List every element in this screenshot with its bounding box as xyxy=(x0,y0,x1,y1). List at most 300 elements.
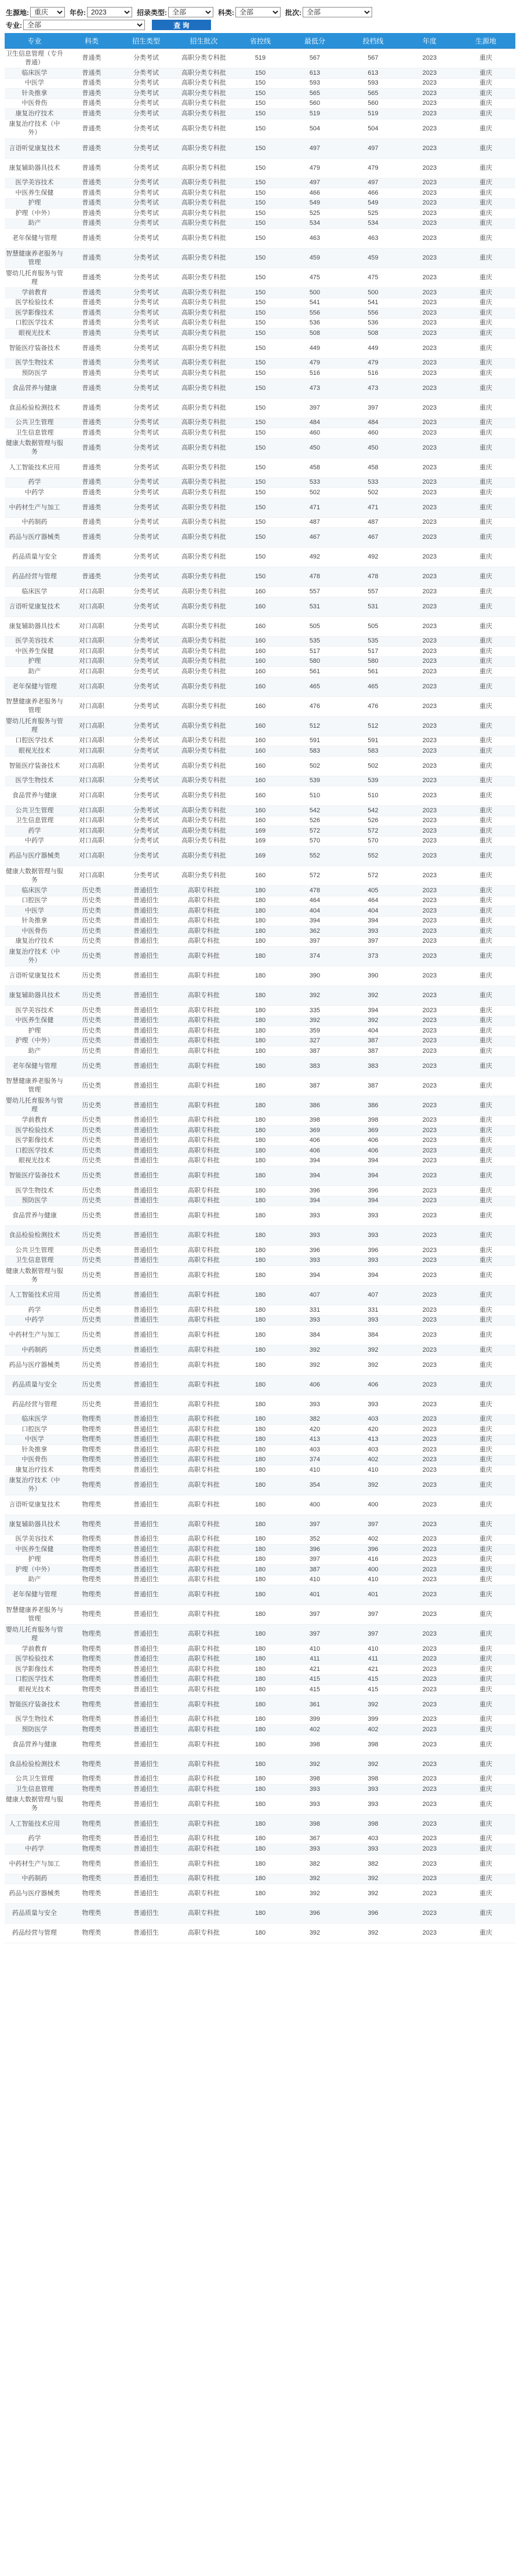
cell-type: 普通招生 xyxy=(119,1695,173,1714)
source-select[interactable] xyxy=(30,7,65,17)
cell-min-score: 497 xyxy=(286,138,343,158)
table-row xyxy=(5,1475,515,1495)
cell-year: 2023 xyxy=(403,1475,456,1495)
cell-major: 婴幼儿托育服务与管理 xyxy=(5,1096,64,1115)
cell-major: 康复辅助器具技术 xyxy=(5,986,64,1006)
table-row xyxy=(5,98,515,109)
cell-min-score: 398 xyxy=(286,1774,343,1785)
cell-origin: 重庆 xyxy=(456,1196,515,1206)
cell-origin: 重庆 xyxy=(456,178,515,188)
cell-origin: 重庆 xyxy=(456,836,515,846)
query-button[interactable]: 查 询 xyxy=(152,20,211,30)
major-select[interactable] xyxy=(23,20,145,30)
cell-subject: 历史类 xyxy=(64,906,119,917)
cell-control-line: 180 xyxy=(234,1414,286,1425)
cell-origin: 重庆 xyxy=(456,656,515,667)
cell-type: 普通招生 xyxy=(119,1355,173,1375)
cell-batch: 高职专科批 xyxy=(173,1186,234,1196)
cell-type: 普通招生 xyxy=(119,1186,173,1196)
cell-year: 2023 xyxy=(403,1395,456,1414)
cell-control-line: 150 xyxy=(234,158,286,178)
cell-origin: 重庆 xyxy=(456,1056,515,1076)
cell-origin: 重庆 xyxy=(456,517,515,528)
cell-major: 眼视光技术 xyxy=(5,746,64,757)
cell-type: 分类考试 xyxy=(119,587,173,597)
cell-control-line: 180 xyxy=(234,1435,286,1445)
subject-select[interactable] xyxy=(235,7,281,17)
cell-admission-line: 416 xyxy=(343,1555,403,1565)
cell-min-score: 394 xyxy=(286,1266,343,1286)
cell-control-line: 180 xyxy=(234,1465,286,1476)
cell-major: 卫生信息管理 xyxy=(5,816,64,826)
cell-subject: 历史类 xyxy=(64,926,119,937)
cell-major: 眼视光技术 xyxy=(5,329,64,339)
cell-min-score: 519 xyxy=(286,109,343,119)
cell-batch: 高职分类专科批 xyxy=(173,677,234,696)
table-row xyxy=(5,1735,515,1754)
cell-origin: 重庆 xyxy=(456,1266,515,1286)
cell-min-score: 458 xyxy=(286,458,343,477)
cell-min-score: 354 xyxy=(286,1475,343,1495)
cell-subject: 普通类 xyxy=(64,209,119,219)
cell-type: 普通招生 xyxy=(119,1156,173,1166)
cell-major: 药品经营与管理 xyxy=(5,567,64,587)
cell-major: 公共卫生管理 xyxy=(5,1246,64,1256)
cell-min-score: 369 xyxy=(286,1126,343,1136)
cell-year: 2023 xyxy=(403,398,456,418)
cell-control-line: 180 xyxy=(234,1814,286,1834)
cell-min-score: 392 xyxy=(286,986,343,1006)
cell-control-line: 150 xyxy=(234,98,286,109)
table-row xyxy=(5,1266,515,1286)
cell-origin: 重庆 xyxy=(456,1166,515,1186)
cell-subject: 物理类 xyxy=(64,1714,119,1725)
cell-subject: 历史类 xyxy=(64,1115,119,1126)
cell-type: 分类考试 xyxy=(119,178,173,188)
cell-subject: 对口高职 xyxy=(64,826,119,837)
cell-year: 2023 xyxy=(403,528,456,548)
cell-subject: 对口高职 xyxy=(64,756,119,776)
table-row xyxy=(5,1056,515,1076)
cell-type: 普通招生 xyxy=(119,926,173,937)
cell-batch: 高职专科批 xyxy=(173,906,234,917)
cell-year: 2023 xyxy=(403,1425,456,1435)
cell-type: 普通招生 xyxy=(119,1814,173,1834)
cell-control-line: 180 xyxy=(234,1625,286,1644)
cell-year: 2023 xyxy=(403,776,456,786)
cell-origin: 重庆 xyxy=(456,1515,515,1534)
cell-control-line: 180 xyxy=(234,1654,286,1665)
cell-admission-line: 593 xyxy=(343,78,403,89)
cell-subject: 历史类 xyxy=(64,1206,119,1226)
cell-year: 2023 xyxy=(403,916,456,926)
cell-admission-line: 525 xyxy=(343,209,403,219)
cell-major: 中药学 xyxy=(5,1315,64,1326)
cell-min-score: 382 xyxy=(286,1854,343,1874)
cell-control-line: 180 xyxy=(234,1565,286,1575)
cell-min-score: 396 xyxy=(286,1545,343,1555)
cell-origin: 重庆 xyxy=(456,1115,515,1126)
cell-batch: 高职专科批 xyxy=(173,1644,234,1655)
cell-type: 普通招生 xyxy=(119,1834,173,1844)
cell-type: 普通招生 xyxy=(119,1924,173,1943)
cell-batch: 高职专科批 xyxy=(173,1545,234,1555)
cell-year: 2023 xyxy=(403,1545,456,1555)
cell-major: 助产 xyxy=(5,667,64,677)
cell-year: 2023 xyxy=(403,209,456,219)
cell-subject: 物理类 xyxy=(64,1814,119,1834)
table-row xyxy=(5,548,515,567)
cell-control-line: 180 xyxy=(234,1156,286,1166)
cell-subject: 历史类 xyxy=(64,1126,119,1136)
cell-admission-line: 460 xyxy=(343,428,403,439)
cell-major: 针灸推拿 xyxy=(5,916,64,926)
cell-subject: 历史类 xyxy=(64,1146,119,1156)
cell-type: 普通招生 xyxy=(119,1375,173,1395)
score-table xyxy=(5,33,515,1943)
table-row xyxy=(5,477,515,488)
table-row xyxy=(5,1345,515,1356)
cell-major: 医学影像技术 xyxy=(5,1136,64,1146)
cell-origin: 重庆 xyxy=(456,318,515,329)
cell-origin: 重庆 xyxy=(456,1465,515,1476)
cell-admission-line: 397 xyxy=(343,1605,403,1625)
batch-select[interactable] xyxy=(303,7,372,17)
cell-control-line: 150 xyxy=(234,329,286,339)
cell-min-score: 397 xyxy=(286,1605,343,1625)
cell-origin: 重庆 xyxy=(456,528,515,548)
cell-origin: 重庆 xyxy=(456,1006,515,1016)
cell-type: 普通招生 xyxy=(119,936,173,947)
cell-major: 药品经营与管理 xyxy=(5,1924,64,1943)
cell-batch: 高职专科批 xyxy=(173,1455,234,1465)
cell-type: 分类考试 xyxy=(119,188,173,199)
cell-major: 中医骨伤 xyxy=(5,1455,64,1465)
cell-subject: 历史类 xyxy=(64,1315,119,1326)
cell-batch: 高职分类专科批 xyxy=(173,517,234,528)
cell-admission-line: 570 xyxy=(343,836,403,846)
cell-batch: 高职分类专科批 xyxy=(173,736,234,746)
cell-major: 药学 xyxy=(5,1305,64,1316)
table-row xyxy=(5,378,515,398)
cell-control-line: 180 xyxy=(234,1605,286,1625)
cell-batch: 高职专科批 xyxy=(173,1136,234,1146)
table-row xyxy=(5,906,515,917)
cell-min-score: 535 xyxy=(286,636,343,647)
table-row xyxy=(5,1395,515,1414)
table-row xyxy=(5,1725,515,1735)
cell-subject: 物理类 xyxy=(64,1625,119,1644)
cell-min-score: 536 xyxy=(286,318,343,329)
cell-min-score: 565 xyxy=(286,89,343,99)
cell-control-line: 150 xyxy=(234,119,286,138)
cell-batch: 高职专科批 xyxy=(173,1156,234,1166)
cell-origin: 重庆 xyxy=(456,119,515,138)
header-subject: 科类 xyxy=(64,33,119,49)
table-row xyxy=(5,1076,515,1096)
cell-subject: 普通类 xyxy=(64,178,119,188)
cell-admission-line: 387 xyxy=(343,1076,403,1096)
cell-type: 分类考试 xyxy=(119,498,173,517)
cell-control-line: 180 xyxy=(234,1725,286,1735)
cell-admission-line: 484 xyxy=(343,418,403,428)
cell-subject: 物理类 xyxy=(64,1455,119,1465)
cell-subject: 历史类 xyxy=(64,1026,119,1037)
cell-major: 康复治疗技术 xyxy=(5,109,64,119)
cell-subject: 物理类 xyxy=(64,1605,119,1625)
cell-batch: 高职专科批 xyxy=(173,1735,234,1754)
cell-min-score: 534 xyxy=(286,218,343,229)
type-label: 招录类型: xyxy=(137,8,167,17)
cell-control-line: 150 xyxy=(234,68,286,79)
cell-major: 药学 xyxy=(5,1834,64,1844)
cell-year: 2023 xyxy=(403,1665,456,1675)
cell-batch: 高职专科批 xyxy=(173,1355,234,1375)
cell-batch: 高职专科批 xyxy=(173,1555,234,1565)
cell-major: 口腔医学技术 xyxy=(5,1146,64,1156)
cell-min-score: 392 xyxy=(286,1754,343,1774)
cell-origin: 重庆 xyxy=(456,886,515,896)
cell-batch: 高职分类专科批 xyxy=(173,567,234,587)
cell-admission-line: 541 xyxy=(343,298,403,308)
cell-min-score: 397 xyxy=(286,1625,343,1644)
cell-type: 分类考试 xyxy=(119,89,173,99)
cell-batch: 高职专科批 xyxy=(173,1016,234,1026)
cell-batch: 高职专科批 xyxy=(173,1056,234,1076)
cell-subject: 普通类 xyxy=(64,528,119,548)
cell-admission-line: 392 xyxy=(343,1924,403,1943)
table-body xyxy=(5,49,515,1943)
cell-admission-line: 394 xyxy=(343,1266,403,1286)
cell-control-line: 160 xyxy=(234,746,286,757)
cell-batch: 高职专科批 xyxy=(173,1814,234,1834)
cell-min-score: 387 xyxy=(286,1076,343,1096)
cell-batch: 高职分类专科批 xyxy=(173,806,234,816)
cell-major: 智能医疗装备技术 xyxy=(5,1695,64,1714)
cell-batch: 高职专科批 xyxy=(173,1226,234,1246)
cell-admission-line: 415 xyxy=(343,1685,403,1695)
cell-year: 2023 xyxy=(403,1096,456,1115)
cell-year: 2023 xyxy=(403,1674,456,1685)
cell-admission-line: 397 xyxy=(343,1625,403,1644)
cell-major: 中医养生保健 xyxy=(5,1016,64,1026)
cell-type: 普通招生 xyxy=(119,1685,173,1695)
cell-batch: 高职分类专科批 xyxy=(173,229,234,249)
cell-type: 普通招生 xyxy=(119,1854,173,1874)
cell-major: 眼视光技术 xyxy=(5,1685,64,1695)
type-select[interactable] xyxy=(168,7,213,17)
cell-subject: 物理类 xyxy=(64,1695,119,1714)
cell-type: 分类考试 xyxy=(119,517,173,528)
cell-control-line: 150 xyxy=(234,138,286,158)
cell-batch: 高职分类专科批 xyxy=(173,667,234,677)
cell-origin: 重庆 xyxy=(456,249,515,268)
cell-control-line: 519 xyxy=(234,49,286,68)
cell-control-line: 150 xyxy=(234,268,286,288)
cell-major: 婴幼儿托育服务与管理 xyxy=(5,1625,64,1644)
cell-major: 食品检验检测技术 xyxy=(5,1754,64,1774)
cell-admission-line: 394 xyxy=(343,1166,403,1186)
cell-type: 普通招生 xyxy=(119,1725,173,1735)
table-row xyxy=(5,119,515,138)
cell-min-score: 396 xyxy=(286,1904,343,1924)
cell-type: 普通招生 xyxy=(119,1665,173,1675)
cell-subject: 对口高职 xyxy=(64,866,119,886)
cell-admission-line: 406 xyxy=(343,1136,403,1146)
cell-major: 中医学 xyxy=(5,1435,64,1445)
cell-min-score: 580 xyxy=(286,656,343,667)
cell-origin: 重庆 xyxy=(456,1315,515,1326)
cell-admission-line: 572 xyxy=(343,866,403,886)
filter-row-1 xyxy=(6,6,515,19)
table-row xyxy=(5,1305,515,1316)
cell-control-line: 180 xyxy=(234,1714,286,1725)
cell-min-score: 374 xyxy=(286,947,343,966)
cell-min-score: 479 xyxy=(286,358,343,368)
cell-major: 食品检验检测技术 xyxy=(5,1226,64,1246)
cell-control-line: 150 xyxy=(234,109,286,119)
cell-year: 2023 xyxy=(403,1315,456,1326)
cell-origin: 重庆 xyxy=(456,1286,515,1305)
cell-control-line: 150 xyxy=(234,498,286,517)
cell-origin: 重庆 xyxy=(456,1844,515,1855)
cell-year: 2023 xyxy=(403,1435,456,1445)
cell-admission-line: 396 xyxy=(343,1545,403,1555)
cell-origin: 重庆 xyxy=(456,616,515,636)
cell-year: 2023 xyxy=(403,1305,456,1316)
cell-control-line: 180 xyxy=(234,936,286,947)
cell-major: 公共卫生管理 xyxy=(5,418,64,428)
cell-year: 2023 xyxy=(403,1844,456,1855)
cell-type: 普通招生 xyxy=(119,966,173,986)
cell-year: 2023 xyxy=(403,1854,456,1874)
cell-admission-line: 508 xyxy=(343,329,403,339)
cell-control-line: 160 xyxy=(234,597,286,616)
year-select[interactable] xyxy=(87,7,132,17)
cell-subject: 历史类 xyxy=(64,1395,119,1414)
cell-year: 2023 xyxy=(403,1874,456,1884)
cell-control-line: 180 xyxy=(234,1475,286,1495)
cell-year: 2023 xyxy=(403,1266,456,1286)
filter-row-2 xyxy=(6,19,515,31)
cell-origin: 重庆 xyxy=(456,1046,515,1057)
cell-major: 医学美容技术 xyxy=(5,1534,64,1545)
cell-origin: 重庆 xyxy=(456,1326,515,1345)
cell-batch: 高职专科批 xyxy=(173,1854,234,1874)
cell-subject: 物理类 xyxy=(64,1565,119,1575)
cell-control-line: 150 xyxy=(234,249,286,268)
cell-min-score: 512 xyxy=(286,716,343,736)
cell-admission-line: 397 xyxy=(343,936,403,947)
cell-year: 2023 xyxy=(403,249,456,268)
cell-type: 普通招生 xyxy=(119,1166,173,1186)
cell-type: 分类考试 xyxy=(119,318,173,329)
cell-admission-line: 392 xyxy=(343,1695,403,1714)
table-row xyxy=(5,846,515,866)
cell-type: 分类考试 xyxy=(119,488,173,498)
table-row xyxy=(5,1286,515,1305)
cell-major: 老年保健与管理 xyxy=(5,677,64,696)
cell-control-line: 180 xyxy=(234,1096,286,1115)
cell-origin: 重庆 xyxy=(456,1575,515,1585)
cell-year: 2023 xyxy=(403,49,456,68)
cell-type: 分类考试 xyxy=(119,428,173,439)
cell-origin: 重庆 xyxy=(456,846,515,866)
cell-subject: 物理类 xyxy=(64,1834,119,1844)
cell-admission-line: 535 xyxy=(343,636,403,647)
table-row xyxy=(5,49,515,68)
cell-min-score: 393 xyxy=(286,1315,343,1326)
cell-major: 药品质量与安全 xyxy=(5,1375,64,1395)
cell-subject: 物理类 xyxy=(64,1465,119,1476)
cell-control-line: 160 xyxy=(234,736,286,746)
cell-batch: 高职分类专科批 xyxy=(173,866,234,886)
cell-control-line: 180 xyxy=(234,1305,286,1316)
cell-batch: 高职专科批 xyxy=(173,1006,234,1016)
cell-admission-line: 387 xyxy=(343,1036,403,1046)
table-row xyxy=(5,1036,515,1046)
cell-major: 中医骨伤 xyxy=(5,926,64,937)
cell-subject: 历史类 xyxy=(64,1326,119,1345)
cell-origin: 重庆 xyxy=(456,567,515,587)
cell-admission-line: 561 xyxy=(343,667,403,677)
cell-origin: 重庆 xyxy=(456,896,515,906)
table-row xyxy=(5,826,515,837)
cell-type: 普通招生 xyxy=(119,1575,173,1585)
cell-subject: 普通类 xyxy=(64,268,119,288)
table-row xyxy=(5,528,515,548)
cell-major: 智慧健康养老服务与管理 xyxy=(5,1076,64,1096)
cell-control-line: 150 xyxy=(234,528,286,548)
cell-year: 2023 xyxy=(403,1754,456,1774)
cell-batch: 高职专科批 xyxy=(173,1654,234,1665)
cell-major: 康复治疗技术（中外） xyxy=(5,1475,64,1495)
cell-min-score: 401 xyxy=(286,1585,343,1605)
cell-min-score: 539 xyxy=(286,776,343,786)
cell-year: 2023 xyxy=(403,1286,456,1305)
cell-major: 老年保健与管理 xyxy=(5,229,64,249)
table-row xyxy=(5,1326,515,1345)
cell-subject: 物理类 xyxy=(64,1575,119,1585)
table-row xyxy=(5,1924,515,1943)
cell-admission-line: 393 xyxy=(343,1844,403,1855)
cell-admission-line: 500 xyxy=(343,288,403,298)
table-row xyxy=(5,209,515,219)
cell-origin: 重庆 xyxy=(456,209,515,219)
cell-type: 普通招生 xyxy=(119,1286,173,1305)
cell-origin: 重庆 xyxy=(456,1834,515,1844)
cell-subject: 物理类 xyxy=(64,1904,119,1924)
cell-major: 公共卫生管理 xyxy=(5,1774,64,1785)
table-row xyxy=(5,1814,515,1834)
cell-type: 普通招生 xyxy=(119,1315,173,1326)
table-row xyxy=(5,886,515,896)
cell-min-score: 331 xyxy=(286,1305,343,1316)
cell-subject: 物理类 xyxy=(64,1884,119,1904)
cell-control-line: 150 xyxy=(234,308,286,319)
table-row xyxy=(5,218,515,229)
cell-batch: 高职专科批 xyxy=(173,1534,234,1545)
cell-admission-line: 404 xyxy=(343,1026,403,1037)
cell-year: 2023 xyxy=(403,1534,456,1545)
cell-major: 中药制药 xyxy=(5,1874,64,1884)
cell-min-score: 393 xyxy=(286,1794,343,1814)
cell-subject: 物理类 xyxy=(64,1644,119,1655)
cell-type: 分类考试 xyxy=(119,477,173,488)
cell-major: 药品质量与安全 xyxy=(5,548,64,567)
cell-subject: 物理类 xyxy=(64,1844,119,1855)
cell-type: 普通招生 xyxy=(119,1126,173,1136)
